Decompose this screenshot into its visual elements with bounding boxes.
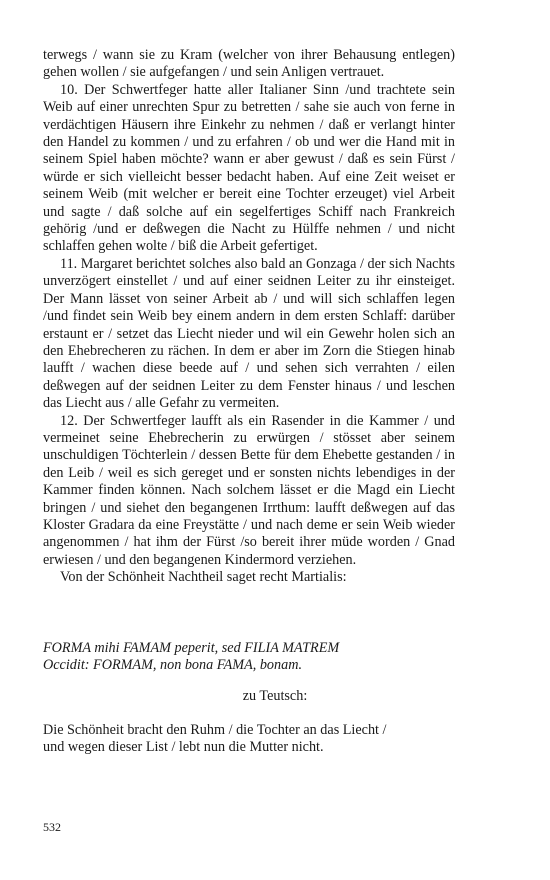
german-translation bbox=[43, 722, 463, 757]
main-text-block bbox=[43, 47, 455, 587]
german-verse-line-1: Die Schönheit bracht den Ruhm / die Tochter an das Liecht / bbox=[43, 722, 387, 738]
translation-heading: zu Teutsch: bbox=[242, 688, 308, 704]
paragraph-12: 12. Der Schwertfeger laufft als ein Rasender in die Kammer / und vermeinet seine Ehebrecherin zu erwürgen / stösset aber seinem unschuldigen Töchterlein / dessen Bette für dem Ehebette gestanden / in den Leib / weil es sich gereget und er sonsten nichts lebendiges in der Kammer finden können. Nach solchem lässet er die Magd ein Liecht bringen / und siehet den begangenen Irrthum: laufft deßwegen auf das Kloster Gradara da eine Freystätte / und nach deme er sein Weib wieder angenommen / hat ihm der Fürst /so bereit ihrer müde worden / Gnad erwiesen / und den begangenen Kindermord verziehen. bbox=[43, 412, 455, 568]
latin-verse-line-2: Occidit: FORMAM, non bona FAMA, bonam. bbox=[43, 657, 303, 674]
paragraph-11: 11. Margaret berichtet solches also bald an Gonzaga / der sich Nachts unverzögert einstellet / und auf einer seidnen Leiter zu ihr einsteiget. Der Mann lässet von seiner Arbeit ab / und will sich schlaffen legen /und findet sein Weib bey einem andern in dem ersten Schlaff: darüber erstaunt er / setzet das Liecht nieder und wil ein Gewehr holen sich an den Ehebrecheren zu rächen. In dem er aber im Zorn die Stiegen hinab laufft / wachen diese beede auf / und sehen sich verrahten / eilen deßwegen auf der seidnen Leiter zu dem Fenster hinaus / und leschen das Liecht aus / alle Gefahr zu vermeiten. bbox=[43, 255, 455, 412]
paragraph-continuation: terwegs / wann sie zu Kram (welcher von ihrer Behausung entlegen) gehen wollen / sie aufgefangen / und sein Anligen vertrauet. bbox=[43, 47, 455, 81]
german-verse-line-2: und wegen dieser List / lebt nun die Mutter nicht. bbox=[43, 739, 324, 756]
page-number: 532 bbox=[43, 820, 61, 834]
latin-verse-line-1: FORMA mihi FAMAM peperit, sed FILIA MATREM bbox=[43, 640, 340, 656]
martialis-intro: Von der Schönheit Nachtheil saget recht Martialis: bbox=[60, 569, 347, 586]
paragraph-10: 10. Der Schwertfeger hatte aller Italianer Sinn /und trachtete sein Weib auf einer unrechten Spur zu betretten / sahe sie auch von ferne in verdächtigen Häusern ihre Einkehr zu nehmen / daß er verlangt hinter den Handel zu kommen / und zu erfahren / ob und wer die Hand mit in seinem Spiel haben möchte? wann er aber gewust / daß es sein Fürst / würde er sich vielleicht besser bedacht haben. Auf eine Zeit weiset er seinem Weib (mit welcher er bereit eine Tochter erzeuget) viel Arbeit und sagte / daß solche auf ein segelfertiges Schiff nach Frankreich gehörig /und er deßwegen die Nacht zu Hülffe nehmen / und nicht schlaffen gehen wolte / biß die Arbeit gefertiget. bbox=[43, 81, 455, 255]
latin-epigram bbox=[43, 640, 463, 675]
